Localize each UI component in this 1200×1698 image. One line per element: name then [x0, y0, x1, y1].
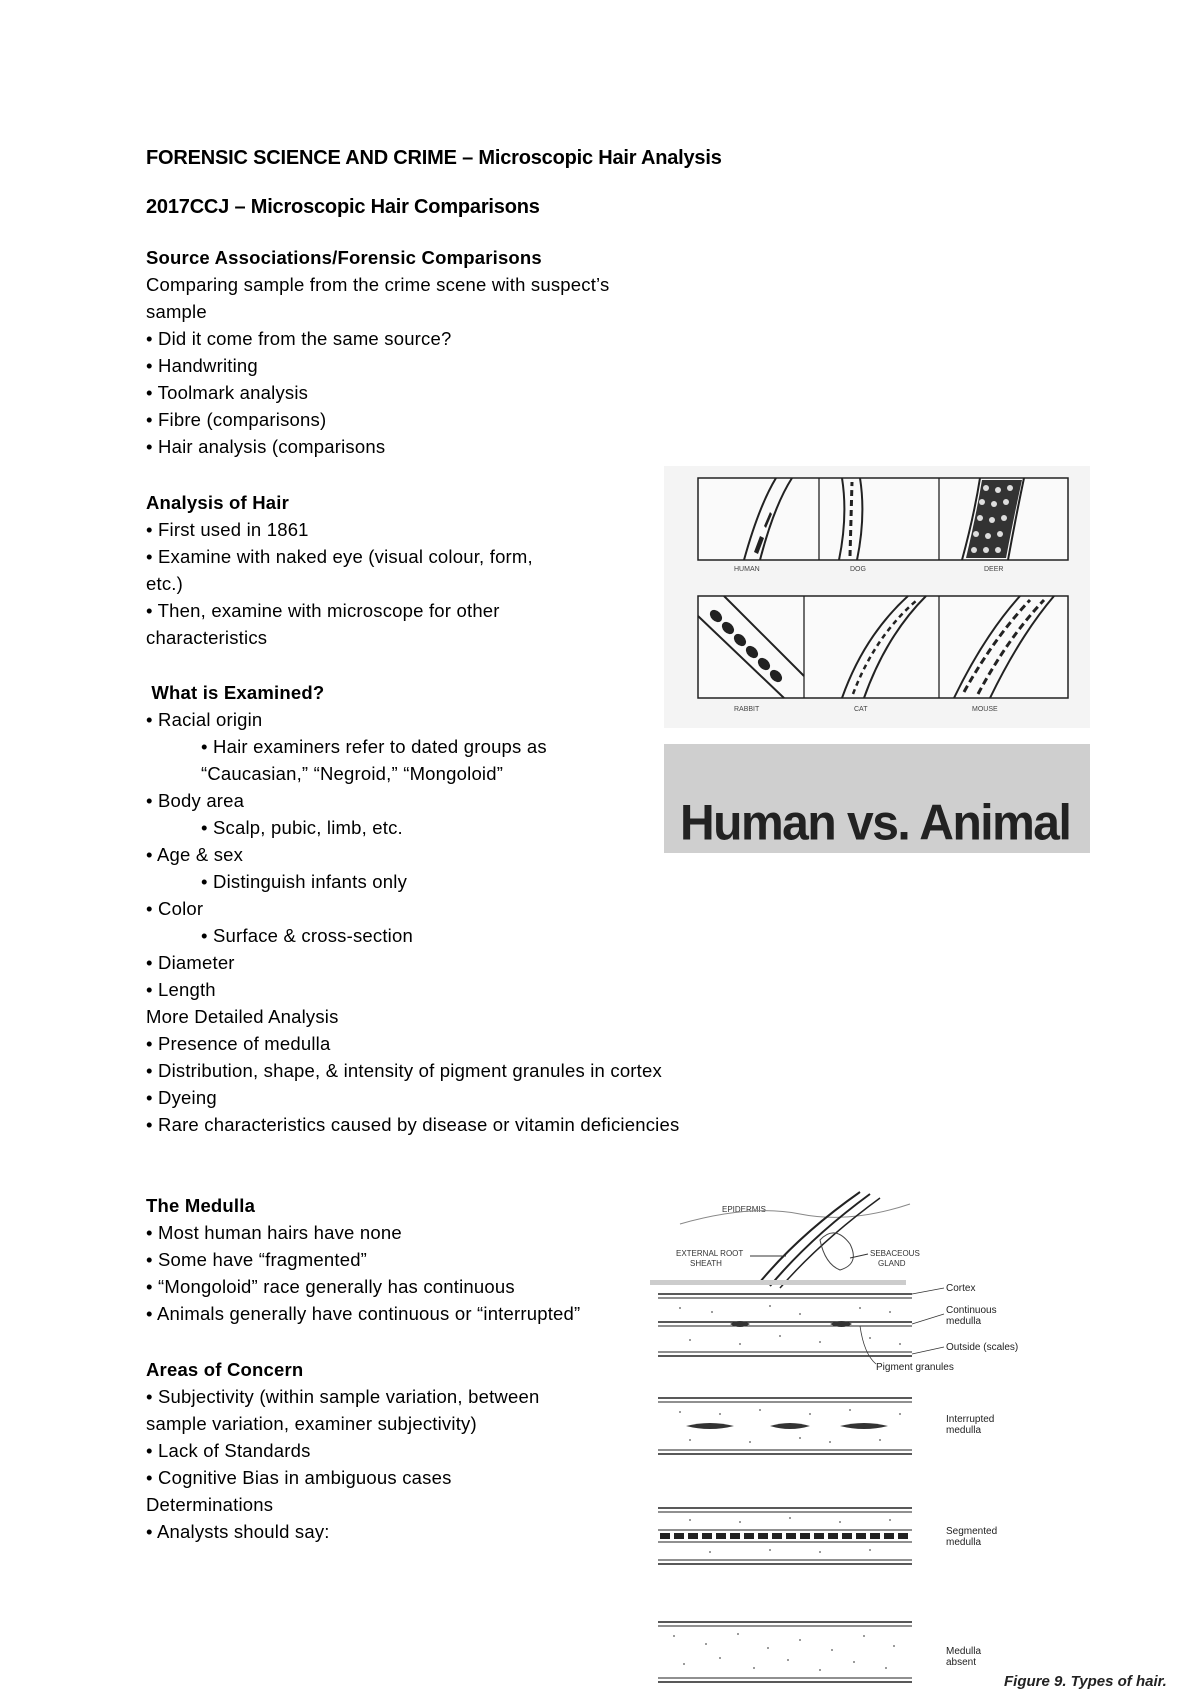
human-vs-animal-banner — [664, 744, 1090, 853]
examined-line: • Rare characteristics caused by disease or vitamin deficiencies — [146, 1114, 680, 1135]
segmented-label-1: Segmented — [946, 1526, 998, 1537]
medulla-line: • Some have “fragmented” — [146, 1249, 368, 1270]
epidermis-label: EPIDERMIS — [722, 1205, 767, 1214]
analysis-line: etc.) — [146, 573, 183, 594]
cortex-label: Cortex — [946, 1283, 976, 1294]
concern-line: • Analysts should say: — [146, 1521, 330, 1542]
rabbit-label: RABBIT — [734, 706, 760, 713]
examined-subline: • Hair examiners refer to dated groups as — [201, 736, 547, 757]
concern-line: • Subjectivity (within sample variation, between — [146, 1386, 540, 1407]
continuous-medulla-strand — [658, 1294, 912, 1356]
medulla-line: • Animals generally have continuous or “interrupted” — [146, 1303, 581, 1324]
human-label: HUMAN — [734, 566, 760, 573]
examined-line: • Racial origin — [146, 709, 263, 730]
analysis-line: characteristics — [146, 627, 268, 648]
examined-line: • Dyeing — [146, 1087, 217, 1108]
examined-line: • Age & sex — [146, 844, 244, 865]
hair-types-figure — [650, 1184, 1170, 1696]
concern-line: • Lack of Standards — [146, 1440, 311, 1461]
banner-text: Human vs. Animal — [680, 795, 1071, 852]
concern-heading: Areas of Concern — [146, 1359, 304, 1380]
concern-line: Determinations — [146, 1494, 274, 1515]
source-intro-line1: Comparing sample from the crime scene with suspect’s — [146, 274, 610, 295]
external-root-label-2: SHEATH — [690, 1259, 722, 1268]
source-heading: Source Associations/Forensic Comparisons — [146, 247, 542, 268]
continuous-label-1: Continuous — [946, 1305, 997, 1316]
outside-label: Outside (scales) — [946, 1342, 1019, 1353]
analysis-heading: Analysis of Hair — [146, 492, 290, 513]
examined-line: • Distribution, shape, & intensity of pigment granules in cortex — [146, 1060, 662, 1081]
mouse-label: MOUSE — [972, 706, 998, 713]
medulla-line: • “Mongoloid” race generally has continuous — [146, 1276, 515, 1297]
concern-line: • Cognitive Bias in ambiguous cases — [146, 1467, 452, 1488]
analysis-line: • Then, examine with microscope for other — [146, 600, 500, 621]
absent-label-1: Medulla — [946, 1646, 982, 1657]
figure-caption: Figure 9. Types of hair. — [1004, 1673, 1167, 1690]
document-title: FORENSIC SCIENCE AND CRIME – Microscopic Hair Analysis — [146, 147, 722, 169]
source-item: • Handwriting — [146, 355, 258, 376]
concern-line: sample variation, examiner subjectivity) — [146, 1413, 477, 1434]
interrupted-label-1: Interrupted — [946, 1414, 995, 1425]
absent-label-2: absent — [946, 1657, 977, 1668]
examined-heading: What is Examined? — [146, 682, 325, 703]
animal-hair-figure — [664, 466, 1090, 728]
sebaceous-label-2: GLAND — [878, 1259, 906, 1268]
source-item: • Fibre (comparisons) — [146, 409, 327, 430]
examined-line: • Color — [146, 898, 204, 919]
segmented-medulla-strand — [658, 1508, 912, 1564]
sebaceous-label-1: SEBACEOUS — [870, 1249, 920, 1258]
analysis-line: • Examine with naked eye (visual colour, form, — [146, 546, 533, 567]
interrupted-label-2: medulla — [946, 1425, 982, 1436]
document-subtitle: 2017CCJ – Microscopic Hair Comparisons — [146, 196, 540, 218]
deer-label: DEER — [984, 566, 1004, 573]
interrupted-medulla-strand — [658, 1398, 912, 1454]
examined-subline: “Caucasian,” “Negroid,” “Mongoloid” — [201, 763, 504, 784]
examined-subline: • Scalp, pubic, limb, etc. — [201, 817, 403, 838]
pigment-label: Pigment granules — [876, 1362, 954, 1373]
medulla-line: • Most human hairs have none — [146, 1222, 402, 1243]
continuous-label-2: medulla — [946, 1316, 982, 1327]
examined-subline: • Distinguish infants only — [201, 871, 408, 892]
examined-line: • Diameter — [146, 952, 235, 973]
cat-label: CAT — [854, 706, 868, 713]
segmented-label-2: medulla — [946, 1537, 982, 1548]
source-item: • Hair analysis (comparisons — [146, 436, 386, 457]
examined-subline: • Surface & cross-section — [201, 925, 413, 946]
examined-line: More Detailed Analysis — [146, 1006, 339, 1027]
examined-line: • Length — [146, 979, 216, 1000]
external-root-label-1: EXTERNAL ROOT — [676, 1249, 744, 1258]
source-item: • Toolmark analysis — [146, 382, 309, 403]
source-item: • Did it come from the same source? — [146, 328, 452, 349]
medulla-heading: The Medulla — [146, 1195, 256, 1216]
examined-line: • Body area — [146, 790, 245, 811]
examined-line: • Presence of medulla — [146, 1033, 331, 1054]
source-intro-line2: sample — [146, 301, 207, 322]
analysis-line: • First used in 1861 — [146, 519, 309, 540]
dog-label: DOG — [850, 566, 866, 573]
absent-medulla-strand — [658, 1622, 912, 1682]
